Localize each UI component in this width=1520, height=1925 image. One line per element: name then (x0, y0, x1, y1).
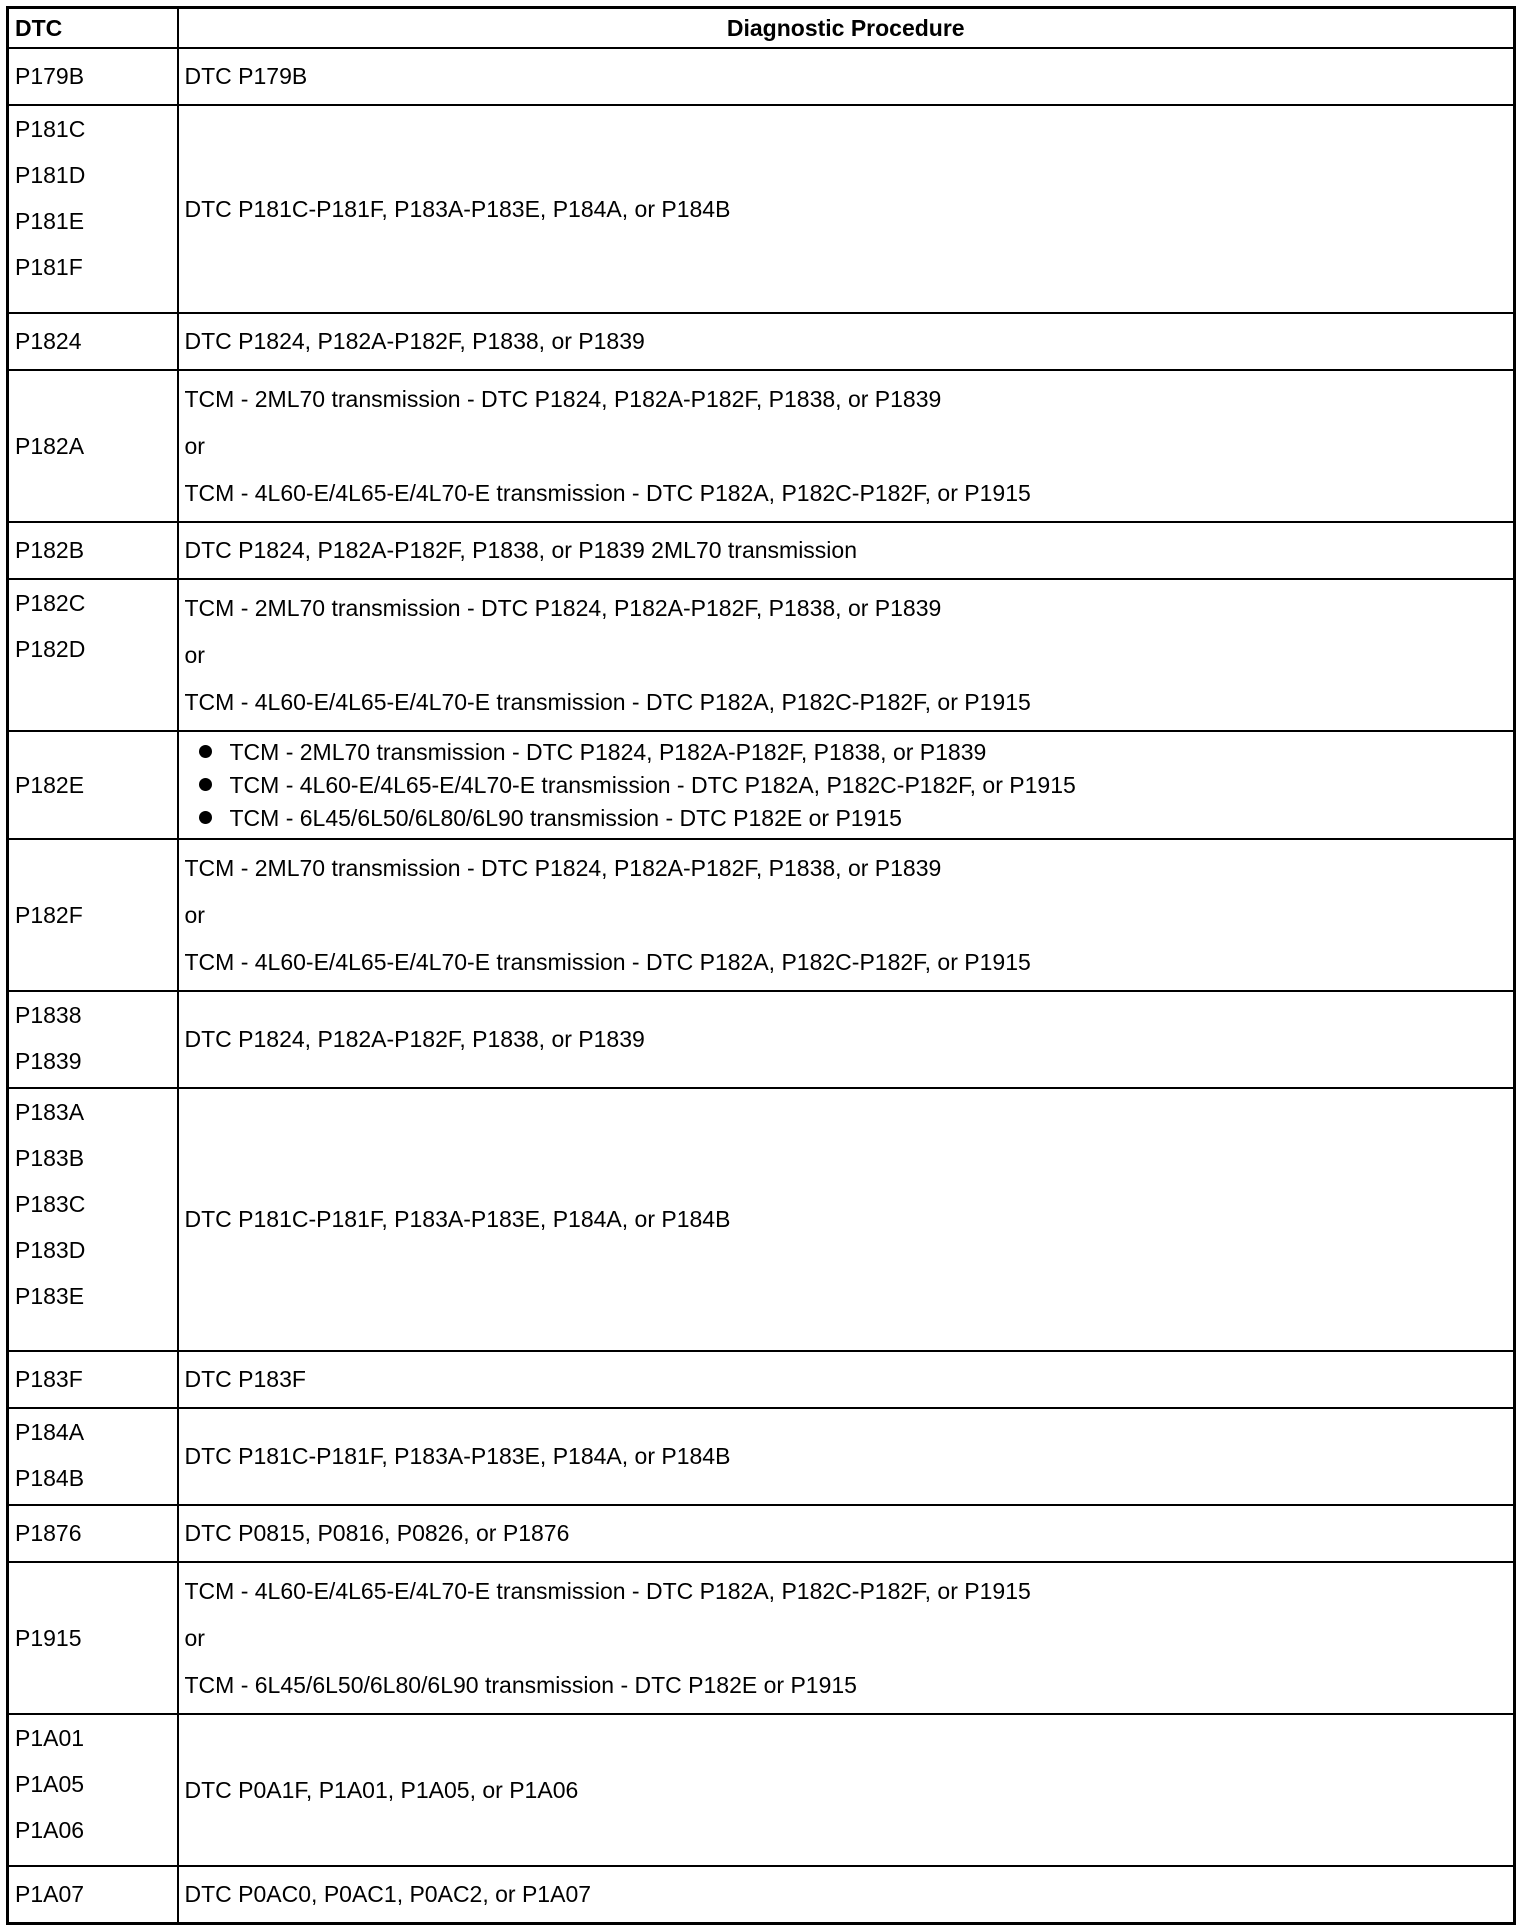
procedure-text: TCM - 6L45/6L50/6L80/6L90 transmission - DTC P182E or P1915 (184, 1671, 857, 1698)
procedure-text: DTC P179B (184, 63, 308, 89)
diagnostic-procedure-cell (178, 1562, 1515, 1714)
procedure-text: DTC P181C-P181F, P183A-P183E, P184A, or P184B (184, 195, 731, 222)
dtc-code: P1A06 (15, 1817, 85, 1843)
dtc-code: P183E (15, 1283, 85, 1309)
table-row (8, 731, 1515, 839)
dtc-code-cell (8, 370, 178, 522)
table-row (8, 1088, 1515, 1351)
dtc-code-cell (8, 1408, 178, 1505)
dtc-code: P1A05 (15, 1771, 85, 1797)
procedure-text: DTC P1824, P182A-P182F, P1838, or P1839 (184, 328, 645, 354)
dtc-code: P181D (15, 162, 86, 188)
diagnostic-procedure-cell (178, 370, 1515, 522)
dtc-code-cell (8, 991, 178, 1088)
procedure-or-separator: or (184, 1624, 205, 1651)
dtc-code: P179B (15, 63, 85, 89)
procedure-bullet-item: TCM - 6L45/6L50/6L80/6L90 transmission - DTC P182E or P1915 (199, 802, 1508, 835)
dtc-code-cell (8, 1505, 178, 1562)
procedure-text: DTC P183F (184, 1366, 306, 1392)
dtc-code: P182F (15, 901, 83, 928)
dtc-code: P1915 (15, 1624, 82, 1651)
diagnostic-procedure-cell (178, 48, 1515, 105)
table-row (8, 991, 1515, 1088)
table-row (8, 48, 1515, 105)
procedure-text: DTC P181C-P181F, P183A-P183E, P184A, or P184B (184, 1443, 731, 1469)
dtc-code: P1824 (15, 328, 82, 354)
procedure-or-separator: or (184, 901, 205, 928)
dtc-code-cell (8, 1714, 178, 1866)
dtc-code-cell (8, 731, 178, 839)
table-body (8, 48, 1515, 1924)
dtc-procedure-table (6, 6, 1516, 1925)
procedure-text: DTC P1824, P182A-P182F, P1838, or P1839 (184, 1026, 645, 1052)
dtc-code-cell (8, 313, 178, 370)
dtc-code: P183D (15, 1237, 86, 1263)
procedure-text: TCM - 4L60-E/4L65-E/4L70-E transmission - DTC P182A, P182C-P182F, or P1915 (184, 688, 1031, 715)
dtc-code: P182D (15, 636, 86, 662)
diagnostic-procedure-cell (178, 522, 1515, 579)
dtc-code: P182C (15, 590, 86, 616)
diagnostic-procedure-cell (178, 313, 1515, 370)
dtc-code: P183B (15, 1145, 85, 1171)
table-row (8, 1562, 1515, 1714)
dtc-code: P1838 (15, 1002, 82, 1028)
dtc-code: P1A01 (15, 1725, 85, 1751)
dtc-code: P181E (15, 208, 85, 234)
procedure-text: DTC P0AC0, P0AC1, P0AC2, or P1A07 (184, 1881, 592, 1907)
dtc-code-cell (8, 1088, 178, 1351)
dtc-code-cell (8, 1562, 178, 1714)
procedure-text: DTC P181C-P181F, P183A-P183E, P184A, or P184B (184, 1206, 731, 1232)
diagnostic-procedure-cell (178, 1351, 1515, 1408)
procedure-text: TCM - 4L60-E/4L65-E/4L70-E transmission - DTC P182A, P182C-P182F, or P1915 (184, 1577, 1031, 1604)
procedure-text: TCM - 2ML70 transmission - DTC P1824, P182A-P182F, P1838, or P1839 (184, 594, 942, 621)
dtc-code-cell (8, 48, 178, 105)
procedure-column-header: Diagnostic Procedure (178, 8, 1515, 49)
diagnostic-procedure-cell (178, 1408, 1515, 1505)
dtc-code: P182E (15, 771, 85, 798)
procedure-or-separator: or (184, 432, 205, 459)
diagnostic-procedure-cell (178, 731, 1515, 839)
dtc-code: P183C (15, 1191, 86, 1217)
dtc-code: P183A (15, 1099, 85, 1125)
table-header-row (8, 8, 1515, 49)
procedure-bullet-list (185, 736, 1508, 835)
dtc-code: P182B (15, 537, 85, 563)
diagnostic-procedure-cell (178, 1866, 1515, 1924)
procedure-text: DTC P0A1F, P1A01, P1A05, or P1A06 (184, 1776, 579, 1803)
table-row (8, 1505, 1515, 1562)
table-row (8, 313, 1515, 370)
dtc-code: P1876 (15, 1520, 82, 1546)
procedure-text: DTC P1824, P182A-P182F, P1838, or P1839 2ML70 transmission (184, 537, 857, 563)
table-row (8, 1866, 1515, 1924)
procedure-text: TCM - 2ML70 transmission - DTC P1824, P182A-P182F, P1838, or P1839 (184, 854, 942, 881)
dtc-code: P1A07 (15, 1881, 85, 1907)
dtc-code: P182A (15, 432, 85, 459)
procedure-bullet-item: TCM - 4L60-E/4L65-E/4L70-E transmission - DTC P182A, P182C-P182F, or P1915 (199, 769, 1508, 802)
diagnostic-procedure-cell (178, 1088, 1515, 1351)
dtc-code-cell (8, 522, 178, 579)
dtc-code: P181C (15, 116, 86, 142)
dtc-code-cell (8, 1351, 178, 1408)
procedure-text: TCM - 4L60-E/4L65-E/4L70-E transmission - DTC P182A, P182C-P182F, or P1915 (184, 948, 1031, 975)
diagnostic-procedure-cell (178, 579, 1515, 731)
dtc-code-cell (8, 579, 178, 731)
diagnostic-procedure-cell (178, 839, 1515, 991)
table-row (8, 1408, 1515, 1505)
dtc-code-cell (8, 1866, 178, 1924)
table-row (8, 579, 1515, 731)
table-row (8, 1351, 1515, 1408)
table-row (8, 1714, 1515, 1866)
dtc-code: P184A (15, 1419, 85, 1445)
dtc-code: P1839 (15, 1048, 82, 1074)
diagnostic-procedure-cell (178, 1505, 1515, 1562)
dtc-code: P181F (15, 254, 83, 280)
table-row (8, 370, 1515, 522)
diagnostic-procedure-cell (178, 1714, 1515, 1866)
diagnostic-procedure-cell (178, 991, 1515, 1088)
procedure-or-separator: or (184, 641, 205, 668)
table-row (8, 105, 1515, 313)
diagnostic-procedure-cell (178, 105, 1515, 313)
dtc-code: P183F (15, 1366, 83, 1392)
table-row (8, 839, 1515, 991)
procedure-text: TCM - 4L60-E/4L65-E/4L70-E transmission - DTC P182A, P182C-P182F, or P1915 (184, 479, 1031, 506)
dtc-column-header: DTC (8, 8, 178, 49)
dtc-code-cell (8, 105, 178, 313)
dtc-code: P184B (15, 1465, 85, 1491)
procedure-text: DTC P0815, P0816, P0826, or P1876 (184, 1520, 570, 1546)
table-row (8, 522, 1515, 579)
procedure-bullet-item: TCM - 2ML70 transmission - DTC P1824, P182A-P182F, P1838, or P1839 (199, 736, 1508, 769)
procedure-text: TCM - 2ML70 transmission - DTC P1824, P182A-P182F, P1838, or P1839 (184, 385, 942, 412)
dtc-code-cell (8, 839, 178, 991)
